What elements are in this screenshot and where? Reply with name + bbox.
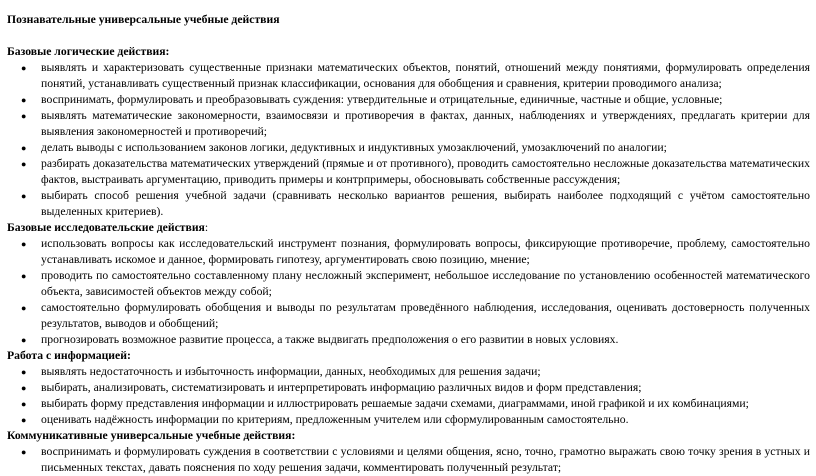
list-item: ● выбирать форму представления информации и иллюстрировать решаемые задачи схемами, диаграммами, иной графикой и их комбинациями;: [21, 397, 749, 410]
list-item: ● делать выводы с использованием законов логики, дедуктивных и индуктивных умозаключений, умозаключений по аналогии;: [21, 141, 667, 154]
section-heading-logical: Базовые логические действия:: [7, 45, 170, 58]
section-heading-information: Работа с информацией:: [7, 349, 131, 362]
list-item: ● самостоятельно формулировать обобщения и выводы по результатам проведённого наблюдения, исследования, оценивать достоверность полученных результатов, выводов и обобщений;: [21, 301, 810, 330]
list-item: ● использовать вопросы как исследовательский инструмент познания, формулировать вопросы, фиксирующие противоречие, проблему, самостоятельно устанавливать искомое и данное, формировать гипотезу, аргументировать свою позицию, мнение;: [21, 237, 810, 266]
list-information-actions: [7, 364, 810, 428]
section-heading-communicative: Коммуникативные универсальные учебные действия:: [7, 429, 296, 442]
list-communicative-actions: [7, 444, 810, 476]
bullet-icon: ●: [21, 447, 27, 457]
bullet-icon: ●: [21, 271, 27, 281]
blank-line: [7, 28, 810, 44]
document-title: Познавательные универсальные учебные действия: [7, 13, 280, 26]
list-item: ● выявлять математические закономерности, взаимосвязи и противоречия в фактах, данных, наблюдениях и утверждениях, предлагать критерии для выявления закономерностей и противоречий;: [21, 109, 810, 138]
list-item: ● выбирать, анализировать, систематизировать и интерпретировать информацию различных видов и форм представления;: [21, 381, 642, 394]
bullet-icon: ●: [21, 95, 27, 105]
bullet-icon: ●: [21, 399, 27, 409]
list-item: ● воспринимать, формулировать и преобразовывать суждения: утвердительные и отрицательные, единичные, частные и общие, условные;: [21, 93, 723, 106]
bullet-icon: ●: [21, 303, 27, 313]
bullet-icon: ●: [21, 415, 27, 425]
section-heading-research: Базовые исследовательские действия:: [7, 221, 209, 234]
list-item: ● проводить по самостоятельно составленному плану несложный эксперимент, небольшое исследование по установлению особенностей математического объекта, зависимостей объектов между собой;: [21, 269, 810, 298]
list-item: ● оценивать надёжность информации по критериям, предложенным учителем или сформулированным самостоятельно.: [21, 413, 629, 426]
bullet-icon: ●: [21, 159, 27, 169]
list-item: ● выбирать способ решения учебной задачи (сравнивать несколько вариантов решения, выбирать наиболее подходящий с учётом самостоятельно выделенных критериев).: [21, 189, 810, 218]
bullet-icon: ●: [21, 239, 27, 249]
bullet-icon: ●: [21, 335, 27, 345]
list-item: ● воспринимать и формулировать суждения в соответствии с условиями и целями общения, ясно, точно, грамотно выражать свою точку зрения в устных и письменных текстах, давать пояснения по ходу решения задачи, комментировать полученный результат;: [21, 445, 810, 474]
list-item: ● выявлять и характеризовать существенные признаки математических объектов, понятий, отношений между понятиями, формулировать определения понятий, устанавливать существенный признак классификации, основания для обобщения и сравнения, критерии проводимого анализа;: [21, 61, 810, 90]
list-research-actions: [7, 236, 810, 348]
bullet-icon: ●: [21, 111, 27, 121]
list-item: ● разбирать доказательства математических утверждений (прямые и от противного), проводить самостоятельно несложные доказательства математических фактов, выстраивать аргументацию, приводить примеры и контрпримеры, обосновывать собственные рассуждения;: [21, 157, 810, 186]
bullet-icon: ●: [21, 191, 27, 201]
list-item: ● выявлять недостаточность и избыточность информации, данных, необходимых для решения задачи;: [21, 365, 541, 378]
bullet-icon: ●: [21, 367, 27, 377]
bullet-icon: ●: [21, 143, 27, 153]
bullet-icon: ●: [21, 63, 27, 73]
list-item: ● прогнозировать возможное развитие процесса, а также выдвигать предположения о его развитии в новых условиях.: [21, 333, 619, 346]
list-logical-actions: [7, 60, 810, 220]
bullet-icon: ●: [21, 383, 27, 393]
